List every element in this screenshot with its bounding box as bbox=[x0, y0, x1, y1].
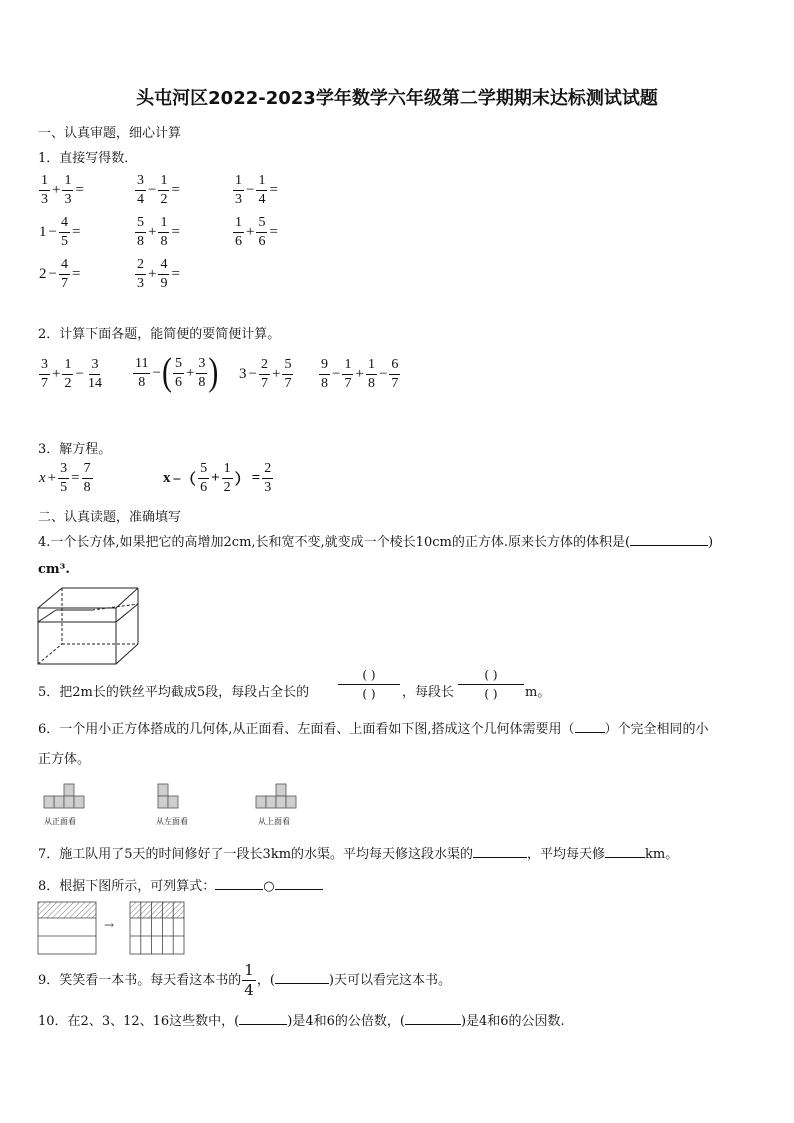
top-view-figure bbox=[252, 782, 300, 810]
q3-equation-2: x −（ $\frac{5}{6}$ + $\frac{1}{2}$ ） = $\frac{2}{3}$ bbox=[163, 461, 272, 495]
fraction: $\frac{3}{8}$ bbox=[198, 355, 206, 390]
fraction: $\frac{5}{8}$ bbox=[137, 215, 144, 249]
fraction: $\frac{5}{6}$ bbox=[258, 215, 266, 249]
fraction: $\frac{1}{2}$ bbox=[223, 461, 231, 495]
q6-answer-blank[interactable] bbox=[575, 720, 605, 733]
arrow-icon: → bbox=[104, 918, 115, 932]
fraction: $\frac{1}{2}$ bbox=[64, 357, 72, 391]
fraction: $\frac{3}{14}$ bbox=[87, 357, 102, 391]
q8-answer-blank-2[interactable] bbox=[275, 877, 323, 890]
q2-expression-3: 3 − $\frac{2}{7}$ + $\frac{5}{7}$ bbox=[239, 357, 292, 391]
q7-answer-blank-1[interactable] bbox=[473, 845, 527, 858]
q9-answer-blank[interactable] bbox=[275, 971, 329, 984]
fraction: $\frac{1}{3}$ bbox=[41, 173, 48, 207]
q5-pre: 5．把2m长的铁丝平均截成5段，每段占全长的 bbox=[38, 685, 310, 700]
q1-item: $\frac{1}{3}$ + $\frac{1}{3}$ = bbox=[41, 173, 84, 207]
q1-item: 1 − $\frac{4}{5}$ = bbox=[39, 215, 81, 249]
q3-equation-1: x + $\frac{3}{5}$ = $\frac{7}{8}$ bbox=[39, 461, 91, 495]
fraction: $\frac{2}{3}$ bbox=[264, 461, 272, 495]
q4-unit: cm³. bbox=[38, 562, 70, 577]
fraction: $\frac{6}{7}$ bbox=[391, 357, 399, 391]
fraction: $\frac{1}{4}$ bbox=[244, 961, 254, 999]
front-view-figure bbox=[40, 782, 88, 810]
cuboid-figure bbox=[36, 586, 140, 666]
q7-text: 7．施工队用了5天的时间修好了一段长3km的水渠。平均每天修这段水渠的 ，平均每天修 km。 bbox=[38, 847, 679, 862]
q5-fraction-blank-2[interactable]: ( ) ( ) bbox=[458, 668, 524, 701]
q8-answer-blank-1[interactable] bbox=[215, 877, 263, 890]
fraction: $\frac{3}{4}$ bbox=[137, 173, 144, 207]
fraction: $\frac{1}{8}$ bbox=[367, 357, 375, 391]
fraction: $\frac{1}{8}$ bbox=[160, 215, 168, 249]
fraction: $\frac{1}{3}$ bbox=[235, 173, 242, 207]
q3-label: 3．解方程。 bbox=[38, 442, 112, 457]
q7-answer-blank-2[interactable] bbox=[605, 845, 645, 858]
fraction: $\frac{7}{8}$ bbox=[83, 461, 91, 495]
q1-item: $\frac{2}{3}$ + $\frac{4}{9}$ = bbox=[137, 257, 180, 291]
q5-post: m。 bbox=[525, 685, 551, 700]
q2-label: 2．计算下面各题，能简便的要简便计算。 bbox=[38, 327, 281, 342]
section-2-heading: 二、认真读题，准确填写 bbox=[38, 510, 182, 525]
fraction: $\frac{1}{6}$ bbox=[235, 215, 242, 249]
q1-item: 2 − $\frac{4}{7}$ = bbox=[39, 257, 81, 291]
fraction: $\frac{5}{6}$ bbox=[174, 355, 182, 390]
left-view-figure bbox=[152, 782, 188, 810]
fraction: $\frac{3}{5}$ bbox=[60, 461, 68, 495]
page-title: 头屯河区2022-2023学年数学六年级第二学期期末达标测试试题 bbox=[136, 88, 658, 109]
fraction: $\frac{5}{6}$ bbox=[200, 461, 208, 495]
fraction: $\frac{11}{8}$ bbox=[135, 355, 149, 390]
fraction: $\frac{3}{7}$ bbox=[41, 357, 48, 391]
q1-label: 1．直接写得数． bbox=[38, 151, 138, 166]
fraction: $\frac{1}{7}$ bbox=[344, 357, 352, 391]
q5-mid: ，每段长 bbox=[402, 685, 455, 700]
q2-expression-2: $\frac{11}{8}$ −( $\frac{5}{6}$ + $\frac{3}{8}$ ) bbox=[135, 350, 219, 394]
section-1-heading: 一、认真审题，细心计算 bbox=[38, 126, 182, 141]
q10-answer-blank-2[interactable] bbox=[405, 1012, 461, 1025]
q4-text: 4.一个长方体,如果把它的高增加2cm,长和宽不变,就变成一个棱长10cm的正方体.原来长方体的体积是( ) bbox=[38, 535, 714, 550]
q2-expression-4: $\frac{9}{8}$ − $\frac{1}{7}$ + $\frac{1}{8}$ − $\frac{6}{7}$ bbox=[321, 357, 399, 391]
fraction: $\frac{5}{7}$ bbox=[284, 357, 292, 391]
top-view-label: 从上面看 bbox=[258, 817, 290, 826]
q1-item: $\frac{3}{4}$ − $\frac{1}{2}$ = bbox=[137, 173, 180, 207]
q9-text: 9．笑笑看一本书。每天看这本书的 $\frac{1}{4}$ ，( )天可以看完这本书。 bbox=[38, 961, 451, 999]
fraction: $\frac{9}{8}$ bbox=[321, 357, 328, 391]
q1-item: $\frac{1}{3}$ − $\frac{1}{4}$ = bbox=[235, 173, 278, 207]
fraction: $\frac{2}{3}$ bbox=[137, 257, 144, 291]
fraction: $\frac{1}{4}$ bbox=[258, 173, 266, 207]
q8-text: 8．根据下图所示，可列算式： ○ bbox=[38, 875, 323, 894]
fraction: $\frac{1}{2}$ bbox=[160, 173, 168, 207]
q6-line2: 正方体。 bbox=[38, 752, 91, 767]
front-view-label: 从正面看 bbox=[44, 817, 76, 826]
q5-fraction-blank-1[interactable]: ( ) ( ) bbox=[338, 668, 400, 701]
fraction: $\frac{4}{9}$ bbox=[160, 257, 168, 291]
q4-answer-blank[interactable] bbox=[630, 533, 708, 546]
q2-expression-1: $\frac{3}{7}$ + $\frac{1}{2}$ − $\frac{3}{14}$ bbox=[41, 357, 102, 391]
fraction: $\frac{4}{7}$ bbox=[60, 257, 68, 291]
fraction: $\frac{4}{5}$ bbox=[60, 215, 68, 249]
q10-text: 10．在2、3、12、16这些数中，( )是4和6的公倍数，( )是4和6的公因数. bbox=[38, 1014, 565, 1029]
left-view-label: 从左面看 bbox=[156, 817, 188, 826]
fraction: $\frac{1}{3}$ bbox=[64, 173, 72, 207]
q1-item: $\frac{1}{6}$ + $\frac{5}{6}$ = bbox=[235, 215, 278, 249]
q6-line1: 6．一个用小正方体搭成的几何体,从正面看、左面看、上面看如下图,搭成这个几何体需要用（ ）个完全相同的小 bbox=[38, 722, 709, 737]
q1-item: $\frac{5}{8}$ + $\frac{1}{8}$ = bbox=[137, 215, 180, 249]
q10-answer-blank-1[interactable] bbox=[239, 1012, 287, 1025]
fraction: $\frac{2}{7}$ bbox=[260, 357, 268, 391]
